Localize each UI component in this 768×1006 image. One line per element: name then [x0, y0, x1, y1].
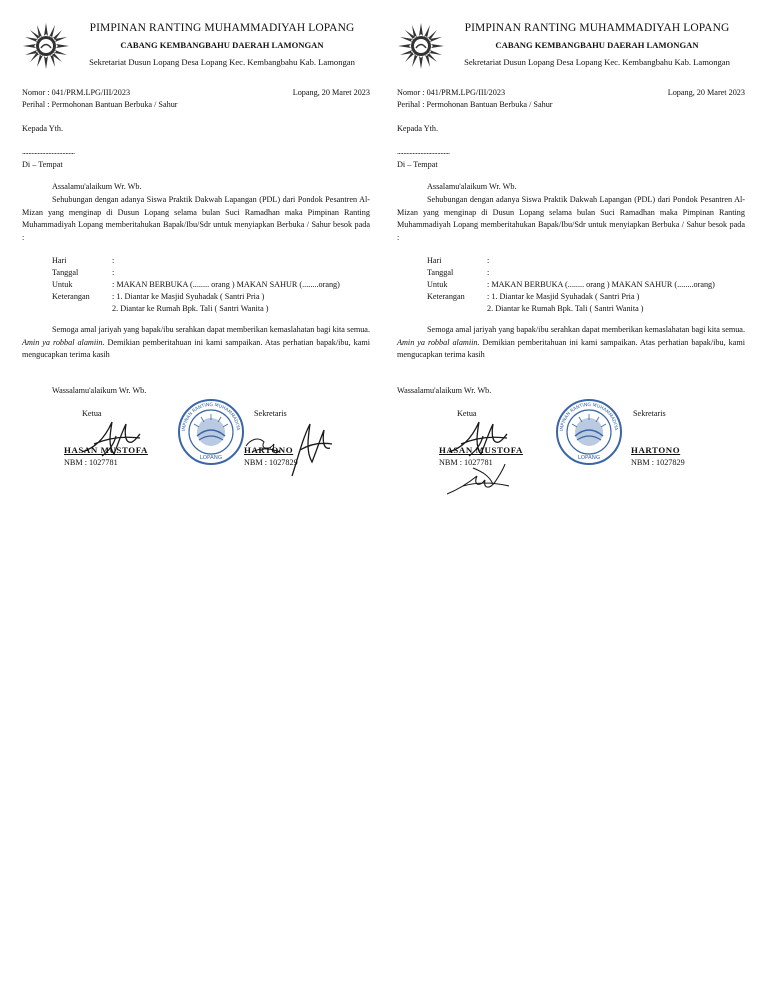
- body2-text-b: Demikian pemberitahuan ini kami sampaikan. Atas perhatian bapak/ibu, kami mengucapkan terima kasih: [397, 337, 746, 360]
- body2-text-b: Demikian pemberitahuan ini kami sampaikan. Atas perhatian bapak/ibu, kami mengucapkan terima kasih: [22, 337, 371, 360]
- body2-prayer: Amin ya robbal alamiin.: [397, 337, 480, 347]
- muhammadiyah-sun-logo-icon: [22, 22, 70, 70]
- detail-value: :: [112, 256, 115, 265]
- body-paragraph-2: [22, 324, 370, 362]
- detail-value: : 1. Diantar ke Masjid Syuhadak ( Santri Pria ): [487, 292, 640, 301]
- letter-number: Nomor : 041/PRM.LPG/III/2023: [397, 88, 506, 97]
- recipient-place: Di – Tempat: [397, 160, 438, 169]
- reference-line: [22, 88, 370, 97]
- secretary-name: HARTONO: [244, 445, 294, 455]
- org-branch: CABANG KEMBANGBAHU DAERAH LAMONGAN: [495, 40, 699, 50]
- greeting: Assalamu'alaikum Wr. Wb.: [52, 182, 142, 191]
- secretary-nbm: NBM : 1027829: [244, 458, 298, 467]
- detail-value: :: [487, 268, 490, 277]
- body2-text-a: Semoga amal jariyah yang bapak/ibu serahkan dapat memberikan kemaslahatan bagi kita semua.: [52, 325, 370, 334]
- detail-value: :: [112, 268, 115, 277]
- secretary-label: Sekretaris: [254, 409, 287, 418]
- detail-label: Untuk: [427, 280, 448, 289]
- body-paragraph-2: [397, 324, 745, 362]
- stamp-text-top: IMPINAN RANTING MUHAMMADIYA: [560, 402, 618, 432]
- org-branch: CABANG KEMBANGBAHU DAERAH LAMONGAN: [120, 40, 324, 50]
- chairman-label: Ketua: [457, 409, 477, 418]
- reference-line: [397, 88, 745, 97]
- chairman-label: Ketua: [82, 409, 102, 418]
- detail-label: Tanggal: [52, 268, 79, 277]
- org-address: Sekretariat Dusun Lopang Desa Lopang Kec. Kembangbahu Kab. Lamongan: [464, 57, 730, 67]
- recipient-salutation: Kepada Yth.: [397, 124, 439, 133]
- org-name: PIMPINAN RANTING MUHAMMADIYAH LOPANG: [89, 22, 355, 34]
- detail-value: 2. Diantar ke Rumah Bpk. Tali ( Santri Wanita ): [112, 304, 269, 313]
- stamp-text-bottom: LOPANG: [577, 455, 601, 461]
- letter-left: [22, 18, 370, 498]
- closing-greeting: Wassalamu'alaikum Wr. Wb.: [397, 386, 492, 395]
- secretary-label: Sekretaris: [633, 409, 666, 418]
- detail-value: 2. Diantar ke Rumah Bpk. Tali ( Santri Wanita ): [487, 304, 644, 313]
- detail-label: Untuk: [52, 280, 73, 289]
- organization-stamp-icon: [555, 398, 623, 466]
- secretary-signature-icon: [443, 456, 523, 498]
- greeting: Assalamu'alaikum Wr. Wb.: [427, 182, 517, 191]
- recipient-place: Di – Tempat: [22, 160, 63, 169]
- chairman-name: HASAN MUSTOFA: [64, 445, 148, 455]
- recipient-blank: ..................................: [397, 147, 450, 156]
- detail-label: Hari: [52, 256, 67, 265]
- detail-label: Keterangan: [427, 292, 465, 301]
- letter-subject: Perihal : Permohonan Bantuan Berbuka / Sahur: [397, 100, 553, 109]
- letter-right: [397, 18, 745, 498]
- secretary-nbm: NBM : 1027829: [631, 458, 685, 467]
- recipient-blank: ..................................: [22, 147, 75, 156]
- detail-label: Keterangan: [52, 292, 90, 301]
- secretary-name: HARTONO: [631, 445, 681, 455]
- body-paragraph-1: Sehubungan dengan adanya Siswa Praktik Dakwah Lapangan (PDL) dari Pondok Pesantren Al-Mizan yang menginap di Dusun Lopang selama bulan Suci Ramadhan maka Pimpinan Ranting Muhammadiyah Lopang memberitahukan Bapak/Ibu/Sdr untuk menyiapkan Berbuka / Sahur besok pada :: [397, 195, 745, 243]
- org-name: PIMPINAN RANTING MUHAMMADIYAH LOPANG: [464, 22, 730, 34]
- muhammadiyah-sun-logo-icon: [397, 22, 445, 70]
- stamp-text-bottom: LOPANG: [199, 455, 223, 461]
- body-paragraph-1: Sehubungan dengan adanya Siswa Praktik Dakwah Lapangan (PDL) dari Pondok Pesantren Al-Mizan yang menginap di Dusun Lopang selama bulan Suci Ramadhan maka Pimpinan Ranting Muhammadiyah Lopang memberitahukan Bapak/Ibu/Sdr untuk menyiapkan Berbuka / Sahur besok pada :: [22, 195, 370, 243]
- stamp-text-top: IMPINAN RANTING MUHAMMADIYA: [182, 402, 240, 432]
- body2-prayer: Amin ya robbal alamiin.: [22, 337, 105, 347]
- closing-greeting: Wassalamu'alaikum Wr. Wb.: [52, 386, 147, 395]
- letter-date: Lopang, 20 Maret 2023: [292, 88, 370, 97]
- recipient-salutation: Kepada Yth.: [22, 124, 64, 133]
- detail-value: :: [487, 256, 490, 265]
- letter-date: Lopang, 20 Maret 2023: [667, 88, 745, 97]
- letter-subject: Perihal : Permohonan Bantuan Berbuka / Sahur: [22, 100, 178, 109]
- organization-stamp-icon: [177, 398, 245, 466]
- letter-number: Nomor : 041/PRM.LPG/III/2023: [22, 88, 131, 97]
- chairman-nbm: NBM : 1027781: [64, 458, 118, 467]
- detail-label: Hari: [427, 256, 442, 265]
- detail-value: : 1. Diantar ke Masjid Syuhadak ( Santri Pria ): [112, 292, 265, 301]
- chairman-nbm: NBM : 1027781: [439, 458, 493, 467]
- detail-label: Tanggal: [427, 268, 454, 277]
- chairman-name: HASAN MUSTOFA: [439, 445, 523, 455]
- org-address: Sekretariat Dusun Lopang Desa Lopang Kec. Kembangbahu Kab. Lamongan: [89, 57, 355, 67]
- body2-text-a: Semoga amal jariyah yang bapak/ibu serahkan dapat memberikan kemaslahatan bagi kita semua.: [427, 325, 745, 334]
- detail-value: : MAKAN BERBUKA (........ orang ) MAKAN SAHUR (........orang): [487, 280, 715, 289]
- detail-value: : MAKAN BERBUKA (........ orang ) MAKAN SAHUR (........orang): [112, 280, 340, 289]
- chairman-signature-icon: [74, 414, 144, 464]
